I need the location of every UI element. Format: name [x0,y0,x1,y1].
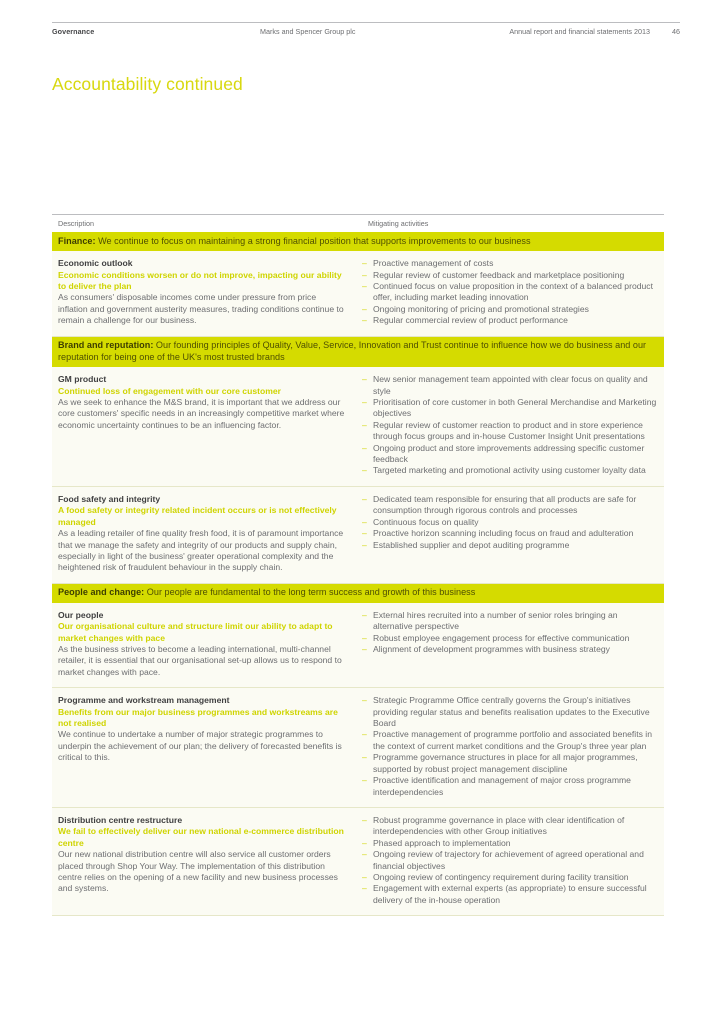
mitigation-text: Targeted marketing and promotional activity using customer loyalty data [373,465,646,476]
dash-bullet-icon: – [362,729,367,740]
mitigation-text: Ongoing review of contingency requirement during facility transition [373,871,629,882]
list-item [362,315,658,326]
list-item [362,610,658,633]
risk-group-band [52,337,664,368]
list-item [362,729,658,752]
list-item [362,883,658,906]
list-item [362,281,658,304]
list-item [362,258,658,269]
mitigation-text: Programme governance structures in place for all major programmes, supported by robust project management discipline [373,752,638,774]
running-header-report: Annual report and financial statements 2013 [509,27,650,36]
mitigating-activities-cell [362,610,664,678]
table-bottom-rule [52,915,664,916]
risk-body-text: As the business strives to become a leading international, multi-channel retailer, it is essential that our organisational set-up allows us to respond to market changes with pace. [58,644,342,677]
dash-bullet-icon: – [362,303,367,314]
mitigation-text: Continued focus on value proposition in the context of a balanced product offer, including market leading innovation [373,280,653,303]
mitigation-list [362,258,658,326]
risk-group-band-label: People and change: [58,587,145,598]
mitigation-text: Engagement with external experts (as appropriate) to ensure successful delivery of the in-house operation [373,883,647,905]
risk-group-band-label: Brand and reputation: [58,340,154,351]
risk-title: Economic outlook [58,258,133,269]
table-row [52,808,664,915]
dash-bullet-icon: – [362,871,367,882]
risk-body-text: We continue to undertake a number of major strategic programmes to underpin the achievement of our plan; the delivery of forecasted benefits is critical to this. [58,729,342,763]
dash-bullet-icon: – [362,539,367,550]
list-item [362,775,658,798]
risk-subtitle: A food safety or integrity related incident occurs or is not effectively managed [58,505,337,527]
dash-bullet-icon: – [362,442,367,453]
list-item [362,872,658,883]
dash-bullet-icon: – [362,837,367,848]
mitigation-text: Robust employee engagement process for effective communication [373,632,630,643]
table-row [52,688,664,808]
risk-group-band-text: Our people are fundamental to the long term success and growth of this business [144,587,476,598]
risk-title: Distribution centre restructure [58,814,183,825]
risk-description-cell [52,374,362,477]
list-item [362,397,658,420]
list-item [362,644,658,655]
running-header-company: Marks and Spencer Group plc [260,27,356,36]
mitigation-text: Proactive management of costs [373,258,494,269]
dash-bullet-icon: – [362,493,367,504]
risk-description-cell [52,610,362,678]
risk-description-cell [52,494,362,574]
risk-title: Programme and workstream management [58,695,230,706]
risk-group-band-text: Our founding principles of Quality, Value, Service, Innovation and Trust continue to influence how we do business and our reputation for being one of the UK's most trusted brands [58,340,647,362]
risk-description-cell [52,258,362,326]
table-row [52,367,664,487]
mitigation-text: Alignment of development programmes with business strategy [373,644,610,655]
list-item [362,465,658,476]
list-item [362,517,658,528]
dash-bullet-icon: – [362,609,367,620]
risk-title: Our people [58,609,104,620]
mitigation-text: Ongoing product and store improvements addressing specific customer feedback [373,442,645,465]
dash-bullet-icon: – [362,528,367,539]
running-header-section: Governance [52,27,95,36]
list-item [362,494,658,517]
risk-subtitle: Our organisational culture and structure limit our ability to adapt to market changes with pace [58,621,333,643]
mitigation-text: Proactive management of programme portfolio and associated benefits in the context of current market conditions and the Group's three year plan [373,729,652,751]
dash-bullet-icon: – [362,644,367,655]
risk-description-cell [52,695,362,798]
risk-description-cell [52,815,362,906]
dash-bullet-icon: – [362,374,367,385]
dash-bullet-icon: – [362,849,367,860]
mitigation-list [362,494,658,551]
mitigation-text: Ongoing monitoring of pricing and promotional strategies [373,303,589,314]
mitigation-text: Phased approach to implementation [373,837,511,848]
dash-bullet-icon: – [362,632,367,643]
dash-bullet-icon: – [362,516,367,527]
list-item [362,443,658,466]
risk-group-band [52,584,664,603]
list-item [362,838,658,849]
column-header-mitigating: Mitigating activities [368,219,429,228]
list-item [362,695,658,729]
risk-body-text: As we seek to enhance the M&S brand, it is important that we address our core customers' specific needs in an increasingly competitive market where economic uncertainty continues to be an influencing factor. [58,397,345,430]
mitigation-text: Continuous focus on quality [373,516,479,527]
mitigation-text: Prioritisation of core customer in both General Merchandise and Marketing objectives [373,397,657,419]
risk-group-band-label: Finance: [58,235,96,246]
mitigating-activities-cell [362,494,664,574]
mitigation-text: Regular review of customer reaction to product and in store experience through focus groups and in-house Customer Insight Unit presentations [373,419,645,442]
risk-subtitle: We fail to effectively deliver our new national e-commerce distribution centre [58,826,344,848]
list-item [362,633,658,644]
dash-bullet-icon: – [362,315,367,326]
mitigation-text: External hires recruited into a number of senior roles bringing an alternative perspective [373,609,618,632]
page-number: 46 [672,27,680,36]
dash-bullet-icon: – [362,258,367,269]
list-item [362,528,658,539]
column-header-description: Description [58,219,94,228]
list-item [362,815,658,838]
list-item [362,374,658,397]
dash-bullet-icon: – [362,883,367,894]
mitigation-text: Proactive identification and management of major cross programme interdependencies [373,775,631,797]
risk-group-band [52,232,664,251]
mitigating-activities-cell [362,374,664,477]
mitigation-text: Established supplier and depot auditing programme [373,539,570,550]
mitigation-list [362,610,658,656]
risk-group-band-text: We continue to focus on maintaining a strong financial position that supports improvements to our business [95,235,531,246]
list-item [362,752,658,775]
risk-title: Food safety and integrity [58,493,161,504]
running-header [52,22,680,36]
risk-table [52,214,664,916]
mitigation-list [362,374,658,477]
dash-bullet-icon: – [362,814,367,825]
mitigation-text: Regular review of customer feedback and marketplace positioning [373,269,625,280]
table-column-headers [52,214,664,232]
risk-subtitle: Benefits from our major business programmes and workstreams are not realised [58,706,338,729]
running-header-right [468,27,680,36]
dash-bullet-icon: – [362,419,367,430]
mitigation-text: Strategic Programme Office centrally governs the Group's initiatives providing regular status and benefits realisation updates to the Executive Board [373,695,650,729]
page-title: Accountability continued [52,73,243,94]
dash-bullet-icon: – [362,269,367,280]
dash-bullet-icon: – [362,775,367,786]
mitigation-text: Robust programme governance in place with clear identification of interdependencies with other Group initiatives [373,814,625,837]
mitigation-list [362,815,658,906]
risk-body-text: Our new national distribution centre will also service all customer orders placed through Shop Your Way. The implementation of this distribution centre relies on the opening of a new facility and new business processes and systems. [58,849,338,894]
mitigation-text: Regular commercial review of product performance [373,315,568,326]
mitigation-text: Ongoing review of trajectory for achievement of agreed operational and financial objectives [373,849,644,871]
dash-bullet-icon: – [362,465,367,476]
risk-body-text: As consumers' disposable incomes come under pressure from price inflation and government austerity measures, trading conditions continue to remain a challenge for our business. [58,292,344,326]
risk-subtitle: Economic conditions worsen or do not improve, impacting our ability to deliver the plan [58,269,342,291]
list-item [362,849,658,872]
dash-bullet-icon: – [362,695,367,706]
mitigation-text: Proactive horizon scanning including focus on fraud and adulteration [373,528,634,539]
mitigation-list [362,695,658,798]
list-item [362,304,658,315]
mitigating-activities-cell [362,695,664,798]
mitigating-activities-cell [362,815,664,906]
dash-bullet-icon: – [362,397,367,408]
table-row [52,251,664,336]
mitigation-text: Dedicated team responsible for ensuring that all products are safe for consumption through rigorous controls and processes [373,493,637,516]
mitigation-text: New senior management team appointed with clear focus on quality and style [373,374,648,396]
table-row [52,603,664,688]
dash-bullet-icon: – [362,280,367,291]
risk-body-text: As a leading retailer of fine quality fresh food, it is of paramount importance that we manage the safety and integrity of our products and supply chain, especially in light of the business' greater operational complexity and the heightened risk of fraudulent behaviour in the supply chain. [58,528,344,573]
dash-bullet-icon: – [362,752,367,763]
risk-subtitle: Continued loss of engagement with our core customer [58,385,281,396]
list-item [362,270,658,281]
table-row [52,487,664,584]
risk-groups [52,232,664,915]
risk-title: GM product [58,374,107,385]
mitigating-activities-cell [362,258,664,326]
list-item [362,540,658,551]
list-item [362,420,658,443]
